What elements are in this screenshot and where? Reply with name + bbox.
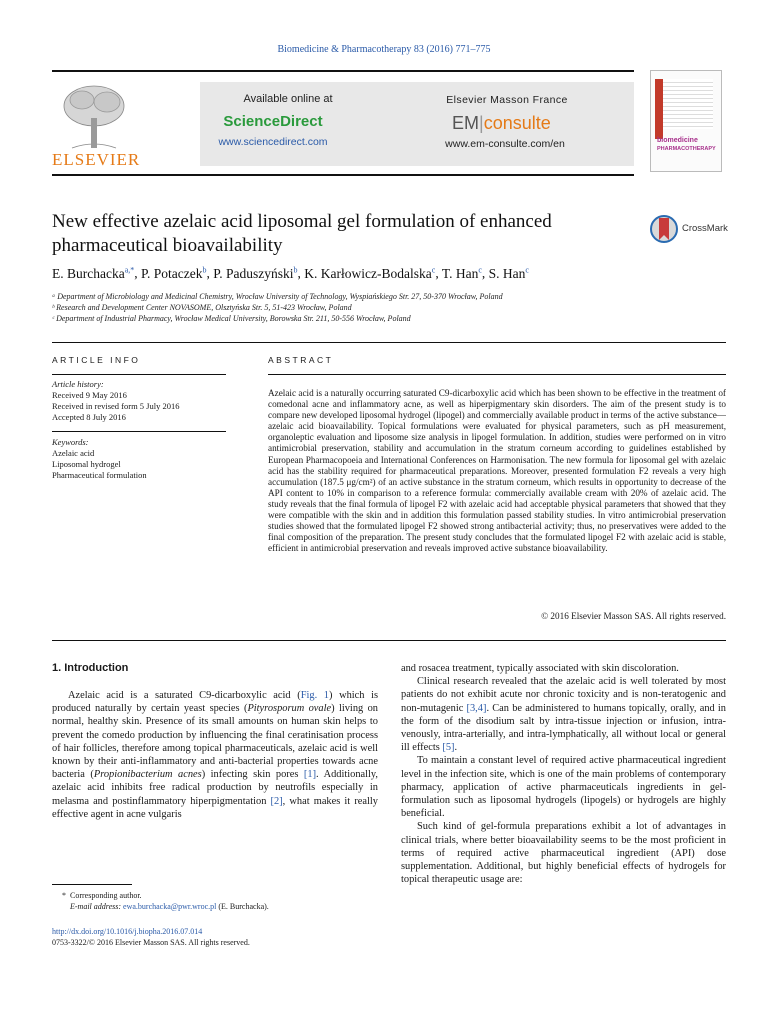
abstract-rule bbox=[268, 374, 726, 375]
section-heading-introduction: 1. Introduction bbox=[52, 662, 129, 674]
cover-red-stripe bbox=[655, 79, 663, 139]
author[interactable]: P. Potaczek$^b$ bbox=[141, 265, 207, 281]
abstract-bottom-rule bbox=[52, 640, 726, 641]
citation-link[interactable]: [1] bbox=[303, 769, 317, 781]
accepted-date: Accepted 8 July 2016 bbox=[52, 412, 126, 422]
doi-block bbox=[52, 926, 382, 948]
intro-right-column bbox=[401, 662, 726, 886]
sciencedirect-url[interactable]: www.sciencedirect.com bbox=[218, 136, 328, 148]
corresponding-author-footnote bbox=[62, 890, 382, 912]
author[interactable]: S. Han$^c$ bbox=[488, 265, 529, 281]
intro-paragraph-4: Such kind of gel-formula preparations exhibit a lot of advantages in clinical trials, where better bioavailability seems to be the most proficient in terms of required active pharmaceutical ingredient (API) dose supplementation. Additional, but highly beneficial effects of hydrogels for topical therapeutic usage are: bbox=[401, 821, 726, 886]
em-logo-em: EM bbox=[452, 113, 479, 133]
cover-title bbox=[657, 137, 716, 153]
cover-title-line1: biomedicine bbox=[657, 137, 698, 144]
available-online-text: Available online at bbox=[243, 93, 333, 105]
crossmark-label: CrossMark bbox=[682, 223, 728, 234]
abstract-copyright: © 2016 Elsevier Masson SAS. All rights reserved. bbox=[541, 611, 726, 621]
keyword[interactable]: Pharmaceutical formulation bbox=[52, 470, 147, 480]
em-consulte-logo[interactable]: EM|consulte bbox=[452, 113, 551, 133]
affiliation-c: ᶜ Department of Industrial Pharmacy, Wrocław Medical University, Borowska Str. 211, 50-556 Wrocław, Poland bbox=[52, 314, 411, 323]
corresponding-author-label: Corresponding author. bbox=[70, 891, 142, 900]
sciencedirect-logo[interactable]: ScienceDirect bbox=[223, 113, 323, 130]
intro-paragraph-continued: and rosacea treatment, typically associated with skin discoloration. bbox=[401, 663, 679, 674]
keywords-block bbox=[52, 437, 228, 481]
keyword[interactable]: Azelaic acid bbox=[52, 448, 95, 458]
journal-cover-thumbnail[interactable] bbox=[650, 70, 722, 172]
author[interactable]: P. Paduszyński$^b$ bbox=[213, 265, 298, 281]
email-label: E-mail address: bbox=[70, 902, 122, 911]
header-top-rule bbox=[52, 70, 634, 72]
abstract-heading: ABSTRACT bbox=[268, 355, 334, 365]
history-label: Article history: bbox=[52, 379, 104, 389]
article-history bbox=[52, 379, 228, 423]
citation-link[interactable]: [3,4] bbox=[466, 702, 487, 714]
author[interactable]: K. Karłowicz-Bodalska$^c$ bbox=[304, 265, 436, 281]
author[interactable]: T. Han$^c$ bbox=[441, 265, 482, 281]
citation-link[interactable]: [2] bbox=[270, 795, 283, 807]
article-title bbox=[52, 210, 632, 258]
footnote-rule bbox=[52, 884, 132, 885]
figure-link[interactable]: Fig. 1 bbox=[300, 690, 329, 701]
abstract-text: Azelaic acid is a naturally occurring saturated C9-dicarboxylic acid which has been shown to be effective in the treatment of comedonal acne and inflammatory acne, as well as hiperpigmentary skin disorders. The aim of the present study is to compare new developed liposomal hydrogel (lipogel) and commercially available product in terms of the active substance—azelaic acid bioavailability. Topical formulations were evaluated for physical parameters, such as pH measurement, organoleptic evaluation and liposome size analysis in lipogel formulation. In addition, studies were performed on in vitro antimicrobial preservation, stability and accumulation in the stratum corneum according to guidelines established by European Pharmacopoeia and International Conferences on Harmonisation. The new formula for liposomal gel with azelaic acid has the stability required for pharmaceutical preparations. Moreover, presented formulation F2 reveals a very high accumulation (187.5 μg/cm²) of an active substance in the stratum corneum, which results in opportunity to decrease of the API content to 10% in comparison to a reference formula: commercially available cream with 20% of azelaic acid. The study reveals that the final formula of lipogel F2 with azelaic acid had acceptable physical parameters that showed that they were compatible with the skin and in addition this formulation passed stability studies. In vitro antimicrobial preservation studies showed that the formulated lipogel F2 showed strong antibacterial activity; thus, no preservatives were added to the final composition of the preparation. The present study concludes that the formulated lipogel F2 with azelaic acid is stable, efficient in antimicrobial preservation and reveals improved active substance bioavailability. bbox=[268, 388, 726, 554]
email-link[interactable]: ewa.burchacka@pwr.wroc.pl bbox=[123, 902, 217, 911]
intro-paragraph-1: Azelaic acid is a saturated C9-dicarboxylic acid (Fig. 1) which is produced naturally by certain yeast species (Pityrosporum ovale) living on normal, healthy skin. Presence of its small amounts on human skin helps to prevent the comedo production by influencing the final ceratinisation process of hair follicles, therefore among topical pharmaceuticals, azelaic acid is well known by their anti-inflammatory and anti-bacterial properties towards acne bacteria (Propionibacterium acnes) infecting skin pores [1]. Additionally, azelaic acid inhibits free radical production by neutrofils especially in melasma and postinflammatory hiperpigmentation [2], what makes it really effective agent in acne vulgaris bbox=[52, 690, 379, 820]
crossmark-icon bbox=[650, 214, 678, 244]
article-title-line1: New effective azelaic acid liposomal gel formulation of enhanced bbox=[52, 211, 552, 232]
header-bottom-rule bbox=[52, 174, 634, 176]
keyword[interactable]: Liposomal hydrogel bbox=[52, 459, 121, 469]
doi-link[interactable]: http://dx.doi.org/10.1016/j.biopha.2016.07.014 bbox=[52, 927, 203, 936]
email-suffix: (E. Burchacka). bbox=[218, 902, 269, 911]
cover-title-line2: PHARMACOTHERAPY bbox=[657, 146, 716, 152]
received-date: Received 9 May 2016 bbox=[52, 390, 127, 400]
author-list: E. Burchacka$^{a,*}$, P. Potaczek$^b$, P. Paduszyński$^b$, K. Karłowicz-Bodalska$^c$, T. Han$^c$, S. Han$^c$ bbox=[52, 265, 529, 281]
citation-link[interactable]: [5] bbox=[442, 742, 455, 754]
article-info-heading: ARTICLE INFO bbox=[52, 355, 141, 365]
article-title-line2: pharmaceutical bioavailability bbox=[52, 235, 283, 256]
em-url[interactable]: www.em-consulte.com/en bbox=[445, 138, 565, 150]
affiliation-a: ᵃ Department of Microbiology and Medicinal Chemistry, Wrocław University of Technology, Wyspiańskiego Str. 27, 50-370 Wrocław, Poland bbox=[52, 292, 503, 301]
journal-reference[interactable]: Biomedicine & Pharmacotherapy 83 (2016) 771–775 bbox=[277, 44, 491, 55]
keywords-rule bbox=[52, 431, 226, 432]
elsevier-wordmark: ELSEVIER bbox=[52, 150, 141, 169]
author[interactable]: E. Burchacka$^{a,*}$ bbox=[52, 265, 135, 281]
article-info-rule bbox=[52, 374, 226, 375]
intro-left-column bbox=[52, 689, 378, 821]
keywords-label: Keywords: bbox=[52, 437, 89, 447]
intro-paragraph-3: To maintain a constant level of required active pharmaceutical ingredient level in the infection site, which is one of the main problems of contemporary pharmacy, application of active pharmaceuticals ingredients in gel-formulation such as liposomal hydrogels (lipogels) or hydrogels are highly beneficial. bbox=[401, 755, 726, 820]
cover-lines bbox=[659, 79, 713, 129]
issn-copyright: 0753-3322/© 2016 Elsevier Masson SAS. All rights reserved. bbox=[52, 938, 250, 947]
revised-date: Received in revised form 5 July 2016 bbox=[52, 401, 180, 411]
affiliation-b: ᵇ Research and Development Center NOVASOME, Olsztyńska Str. 5, 51-423 Wrocław, Poland bbox=[52, 303, 352, 312]
em-logo-consulte: consulte bbox=[483, 113, 551, 133]
intro-paragraph-2: Clinical research revealed that the azelaic acid is well tolerated by most patients do not exhibit acute nor chronic toxicity and is non-teratogenic and non-mutagenic [3,4]. Can be administered to humans topically, orally, and in the form of the disodium salt by intra-tissue injection or infusion, intra-venously, intra-arterially, and intra-lymphatically, all without local or general ill effects [5]. bbox=[401, 676, 726, 754]
footnote-star: * bbox=[62, 891, 66, 900]
crossmark-badge[interactable] bbox=[650, 214, 740, 244]
affiliation-rule bbox=[52, 342, 726, 343]
em-publisher-text: Elsevier Masson France bbox=[446, 94, 568, 106]
